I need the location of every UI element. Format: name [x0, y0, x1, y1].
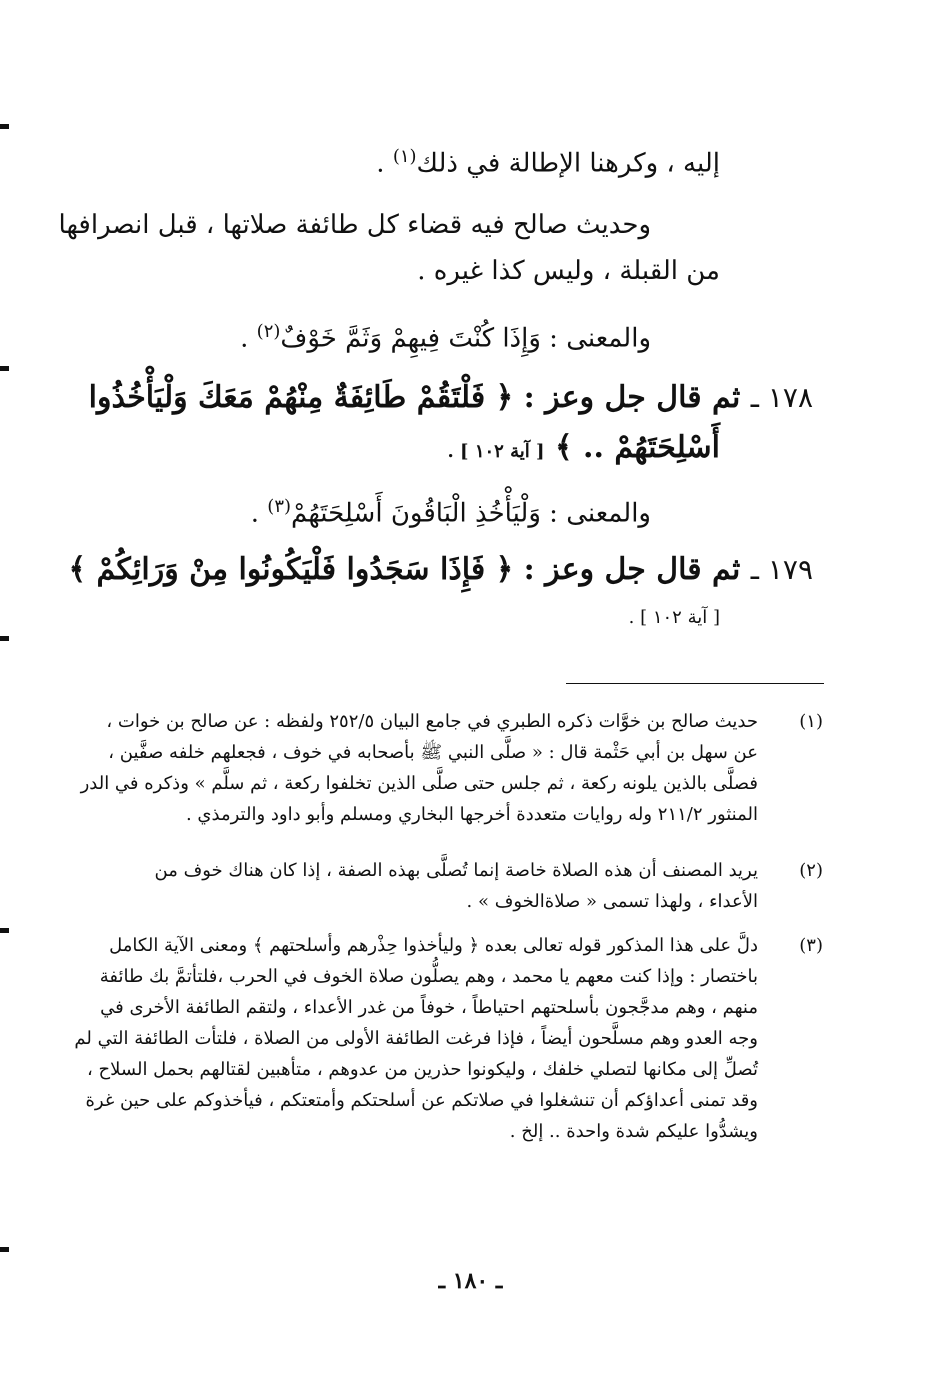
footnote-line: عن سهل بن أبي حَثْمة قال : « صلَّى النبي ﷺ بأصحابه في خوف ، فجعلهم خلفه صفَّين ،	[108, 742, 758, 763]
meaning-line	[240, 315, 651, 356]
footnote-number: (١)	[799, 711, 823, 732]
heading-text: ثم قال جل وعز : ﴿ فَلْتَقُمْ طَائِفَةٌ مِنْهُمْ مَعَكَ وَلْيَأْخُذُوا	[88, 380, 741, 415]
footnote-body	[68, 930, 758, 1147]
text-content: .	[376, 148, 393, 179]
footnote-line: تُصلِّ إلى مكانها لتصلي خلفك ، وليكونوا حذرين من عدوهم ، متأهبين لقتالهم بحمل السلاح ،	[87, 1059, 758, 1080]
verse-reference: [ آية ١٠٢ ] .	[628, 607, 720, 628]
text-content: وحديث صالح فيه قضاء كل طائفة صلاتها ، قبل انصرافها	[58, 210, 651, 240]
footnote-1	[68, 706, 823, 830]
heading-text: أَسْلِحَتَهُمْ .. ﴾	[555, 430, 720, 465]
item-179-heading	[68, 550, 813, 590]
footnote-2	[68, 855, 823, 917]
paragraph-line	[59, 208, 651, 242]
footnote-line: وجه العدو وهم مسلَّحون أيضاً ، فإذا فرغت الطائفة الأولى من الصلاة ، فلتأت الطائفة التي لم	[74, 1028, 758, 1049]
footnote-separator	[566, 683, 824, 684]
paragraph-line	[417, 254, 720, 288]
footnote-body	[68, 706, 758, 830]
scan-edge-mark	[0, 928, 9, 933]
scan-edge-mark	[0, 1247, 9, 1252]
footnote-ref: (٢)	[256, 321, 281, 342]
footnote-line: يريد المصنف أن هذه الصلاة خاصة إنما تُصلَّى بهذه الصفة ، إذا كان هناك خوف من	[154, 860, 758, 881]
text-content: .	[240, 323, 257, 354]
item-178-heading	[89, 378, 813, 418]
text-content: من القبلة ، وليس كذا غيره .	[417, 256, 720, 286]
footnote-ref: (٣)	[267, 496, 292, 517]
footnote-line: المنثور ٢١١/٢ وله روايات متعددة أخرجها البخاري ومسلم وأبو داود والترمذي .	[185, 804, 758, 825]
footnote-3	[68, 930, 823, 1147]
footnote-line: وقد تمنى أعداؤكم أن تنشغلوا في صلاتكم عن أسلحتكم وأمتعتكم ، فيأخذوكم على حين غرة	[85, 1090, 758, 1111]
footnote-line: باختصار : وإذا كنت معهم يا محمد ، وهم يصلُّون صلاة الخوف في الحرب ،فلتأتمَّ بك طائفة	[99, 966, 758, 987]
text-content: .	[250, 498, 268, 529]
item-178-heading-cont	[448, 428, 721, 472]
footnote-body	[68, 855, 758, 917]
footnote-line: منهم ، وهم مدجَّجون بأسلحتهم احتياطاً ، خوفاً من غدر الأعداء ، ولتقم الطائفة الأخرى في	[100, 997, 758, 1018]
meaning-line	[251, 490, 651, 531]
footnote-ref: (١)	[392, 146, 417, 167]
item-number: ١٧٩ ـ	[750, 553, 813, 586]
footnote-line: فصلَّى بالذين يلونه ركعة ، ثم جلس حتى صلَّى الذين تخلفوا ركعة ، ثم سلَّم » وذكره في الدر	[80, 773, 758, 794]
scan-edge-mark	[0, 366, 9, 371]
verse-reference-line	[629, 607, 720, 628]
heading-text: ثم قال جل وعز : ﴿ فَإِذَا سَجَدُوا فَلْيَكُونُوا مِنْ وَرَائِكُمْ ﴾	[68, 552, 741, 587]
scan-edge-mark	[0, 124, 9, 129]
scan-edge-mark	[0, 636, 9, 641]
verse-reference: [ آية ١٠٢ ] .	[447, 441, 545, 462]
item-number: ١٧٨ ـ	[750, 381, 813, 414]
footnote-line: الأعداء ، ولهذا تسمى « صلاةالخوف » .	[466, 891, 758, 912]
footnote-line: ويشدُّوا عليكم شدة واحدة .. إلخ .	[509, 1121, 758, 1142]
text-content: والمعنى : وَإِذَا كُنْتَ فِيهِمْ وَثَمَّ خَوْفٌ	[280, 323, 651, 354]
footnote-number: (٣)	[799, 935, 823, 956]
footnote-line: دلَّ على هذا المذكور قوله تعالى بعده ﴿ وليأخذوا حِذْرهم وأسلحتهم ﴾ ومعنى الآية الكامل	[109, 935, 758, 956]
footnote-number: (٢)	[799, 860, 823, 881]
footnote-line: حديث صالح بن خوَّات ذكره الطبري في جامع البيان ٢٥٢/٥ ولفظه : عن صالح بن خوات ،	[106, 711, 758, 732]
text-content: والمعنى : وَلْيَأْخُذِ الْبَاقُونَ أَسْلِحَتَهُمْ	[291, 498, 651, 529]
text-line	[376, 140, 720, 181]
text-content: إليه ، وكرهنا الإطالة في ذلك	[416, 148, 720, 179]
page-number: ـ ١٨٠ ـ	[438, 1268, 503, 1294]
